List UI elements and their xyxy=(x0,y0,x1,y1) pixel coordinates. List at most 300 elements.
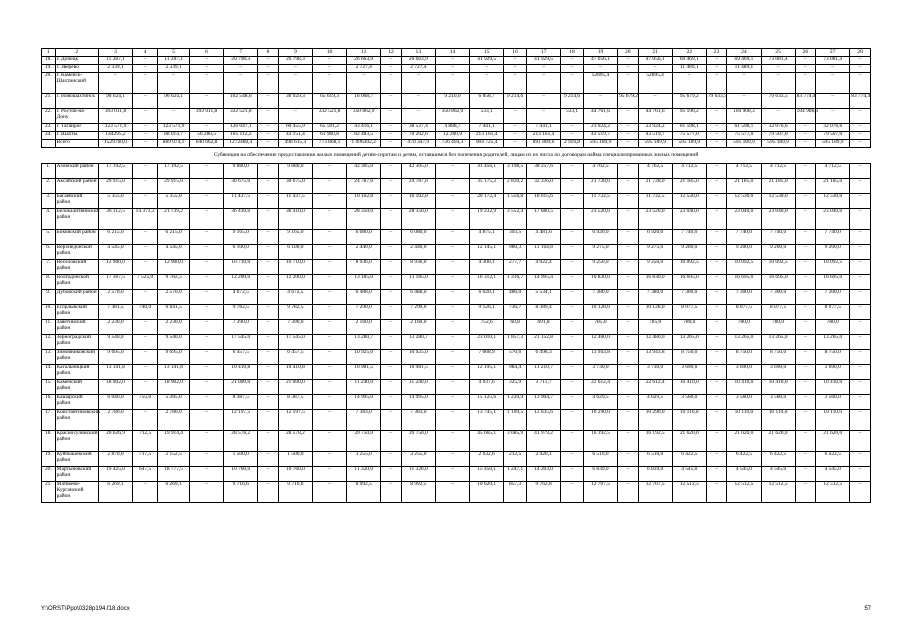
value-cell: – xyxy=(561,260,584,275)
value-cell: 12 530,0 xyxy=(672,194,706,209)
value-cell: 38 257,6 xyxy=(526,164,560,179)
value-cell: 10 925,0 xyxy=(347,350,381,365)
value-cell: – xyxy=(258,124,278,132)
column-number: 16 xyxy=(504,49,527,57)
column-number: 22 xyxy=(672,49,706,57)
value-cell: 4 762,5 xyxy=(583,164,617,179)
value-cell: 21 000,0 xyxy=(224,380,258,395)
value-cell: 42 305,0 xyxy=(347,164,381,179)
value-cell: – xyxy=(470,73,504,94)
value-cell: 393 011,8 xyxy=(98,109,132,124)
value-cell: 6 100,0 xyxy=(278,245,312,260)
value-cell: 6 080,0 xyxy=(347,230,381,245)
total-row xyxy=(42,140,871,148)
value-cell: – xyxy=(795,57,815,65)
value-cell: – xyxy=(526,94,560,109)
column-number: 26 xyxy=(795,49,815,57)
value-cell: 9 880,0 xyxy=(224,164,258,179)
table-row xyxy=(42,320,871,335)
value-cell: 9 165,0 xyxy=(224,230,258,245)
row-number: 11. xyxy=(42,320,56,335)
value-cell: – xyxy=(258,132,278,140)
value-cell: 8 750,0 xyxy=(727,350,761,365)
value-cell: 595 189,9 xyxy=(583,140,617,148)
value-cell: 5 285,0 xyxy=(158,395,190,410)
value-cell: 8 750,0 xyxy=(816,350,850,365)
value-cell: – xyxy=(381,194,401,209)
value-cell: – xyxy=(638,65,672,73)
municipality-name: г. Каменск-Шахтинский xyxy=(55,73,98,94)
value-cell: 1 220,9 xyxy=(504,395,527,410)
value-cell: – xyxy=(190,209,224,230)
table-row xyxy=(42,260,871,275)
value-cell: – xyxy=(795,124,815,132)
value-cell: 533,1 xyxy=(561,109,584,124)
municipality-name: Красносулинский район xyxy=(55,431,98,452)
value-cell: – xyxy=(258,140,278,148)
value-cell: – xyxy=(312,260,346,275)
value-cell: – xyxy=(850,467,871,482)
value-cell: – xyxy=(618,209,638,230)
value-cell: 10 290,0 xyxy=(638,410,672,431)
value-cell: 6 215,0 xyxy=(98,230,132,245)
value-cell: – xyxy=(706,482,726,503)
municipality-name: г. Новошахтинск xyxy=(55,94,98,109)
value-cell: 4 712,5 xyxy=(727,164,761,179)
value-cell: – xyxy=(435,260,469,275)
value-cell: – xyxy=(190,275,224,290)
value-cell: 3 690,0 xyxy=(727,365,761,380)
value-cell: – xyxy=(258,395,278,410)
value-cell: 2 230,0 xyxy=(158,320,190,335)
value-cell: 23 520,0 xyxy=(638,209,672,230)
value-cell: 6 457,5 xyxy=(278,350,312,365)
value-cell: 4 481,6 xyxy=(526,230,560,245)
value-cell: 90 624,1 xyxy=(158,94,190,109)
value-cell: – xyxy=(381,380,401,395)
value-cell: 12 900,0 xyxy=(98,260,132,275)
value-cell: 9 695,0 xyxy=(158,350,190,365)
value-cell: – xyxy=(618,467,638,482)
value-cell: – xyxy=(133,380,158,395)
column-number: 1 xyxy=(42,49,56,57)
row-number: 17. xyxy=(42,410,56,431)
value-cell: – xyxy=(504,109,527,124)
value-cell: 8 387,5 xyxy=(278,395,312,410)
value-cell: 6 920,0 xyxy=(638,230,672,245)
value-cell: – xyxy=(190,350,224,365)
table-row xyxy=(42,209,871,230)
value-cell: 9 200,0 xyxy=(761,245,795,260)
value-cell: – xyxy=(258,350,278,365)
value-cell: – xyxy=(258,194,278,209)
value-cell: – xyxy=(795,73,815,94)
value-cell: 28 350,0 xyxy=(401,209,435,230)
value-cell: 10 710,0 xyxy=(224,260,258,275)
value-cell: 10 410,0 xyxy=(672,380,706,395)
value-cell: – xyxy=(312,395,346,410)
table-row xyxy=(42,335,871,350)
value-cell: 8 992,5 xyxy=(347,482,381,503)
document-page xyxy=(41,48,871,503)
value-cell: – xyxy=(381,305,401,320)
value-cell: – xyxy=(618,305,638,320)
value-cell: 4 712,5 xyxy=(761,164,795,179)
value-cell: – xyxy=(381,350,401,365)
value-cell: – xyxy=(618,260,638,275)
row-number: 14. xyxy=(42,365,56,380)
value-cell: – xyxy=(258,410,278,431)
value-cell: 16 068,7 xyxy=(347,94,381,109)
value-cell: – xyxy=(618,109,638,124)
value-cell: – xyxy=(133,179,158,194)
value-cell: – xyxy=(133,94,158,109)
value-cell: 4 545,0 xyxy=(816,467,850,482)
value-cell: 28 578,2 xyxy=(278,431,312,452)
table-row xyxy=(42,290,871,305)
value-cell: – xyxy=(312,57,346,65)
value-cell: 10 128,0 xyxy=(583,305,617,320)
value-cell: 7 300,0 xyxy=(816,290,850,305)
row-number: 20. xyxy=(42,467,56,482)
value-cell: 595 189,9 xyxy=(761,140,795,148)
value-cell: 79 633,5 xyxy=(761,94,795,109)
value-cell: – xyxy=(435,57,469,65)
column-number: 23 xyxy=(706,49,726,57)
value-cell: 61 598,1 xyxy=(672,124,706,132)
value-cell: 10 410,0 xyxy=(727,380,761,395)
value-cell: 10 102,8 xyxy=(401,194,435,209)
value-cell: 43 519,7 xyxy=(638,132,672,140)
value-cell: 21 620,0 xyxy=(761,431,795,452)
value-cell: 780,0 xyxy=(727,320,761,335)
value-cell: 39 750,0 xyxy=(401,431,435,452)
value-cell: 9 275,0 xyxy=(583,245,617,260)
value-cell: 7 380,0 xyxy=(638,290,672,305)
value-cell: 8 077,5 xyxy=(761,305,795,320)
value-cell: 1 096302,2 xyxy=(347,140,381,148)
value-cell: – xyxy=(190,124,224,132)
value-cell: – xyxy=(381,467,401,482)
municipality-name: Константиновский район xyxy=(55,410,98,431)
value-cell: 4 022,4 xyxy=(526,260,560,275)
value-cell: – xyxy=(133,109,158,124)
value-cell: 3 255,0 xyxy=(347,452,381,467)
value-cell: 9 275,0 xyxy=(638,245,672,260)
value-cell: – xyxy=(850,109,871,124)
column-number: 8 xyxy=(258,49,278,57)
value-cell: 13 280,7 xyxy=(401,335,435,350)
value-cell: – xyxy=(795,140,815,148)
value-cell: 12 530,0 xyxy=(761,194,795,209)
value-cell: 6 422,5 xyxy=(816,452,850,467)
value-cell: – xyxy=(133,320,158,335)
value-cell: – xyxy=(258,73,278,94)
value-cell: 10 128,0 xyxy=(638,305,672,320)
value-cell: 14 203,0 xyxy=(526,467,560,482)
value-cell: – xyxy=(706,365,726,380)
value-cell: 12 512,5 xyxy=(761,482,795,503)
value-cell: 6 510,0 xyxy=(638,452,672,467)
value-cell: 83 774,4 xyxy=(795,94,815,109)
value-cell: – xyxy=(133,290,158,305)
value-cell: – xyxy=(435,179,469,194)
value-cell: 12 480,0 xyxy=(583,335,617,350)
value-cell: – xyxy=(224,65,258,73)
value-cell: – xyxy=(133,365,158,380)
value-cell: – xyxy=(706,179,726,194)
value-cell: – xyxy=(618,164,638,179)
value-cell: – xyxy=(618,410,638,431)
value-cell: 70 202,6 xyxy=(401,132,435,140)
value-cell: – xyxy=(435,209,469,230)
value-cell: 2 339,1 xyxy=(158,65,190,73)
value-cell: 23 040,0 xyxy=(727,209,761,230)
value-cell: – xyxy=(850,395,871,410)
value-cell: – xyxy=(816,109,850,124)
value-cell: – xyxy=(190,164,224,179)
value-cell: – xyxy=(583,94,617,109)
value-cell: – xyxy=(504,140,527,148)
value-cell: – xyxy=(133,482,158,503)
value-cell: 773 868,1 xyxy=(312,140,346,148)
value-cell: – xyxy=(561,275,584,290)
footer-file-path: Y:\ORST\Ppo\0328p194.f18.docx xyxy=(41,606,130,612)
value-cell: 8 389,4 xyxy=(526,305,560,320)
value-cell: – xyxy=(583,65,617,73)
value-cell: 717,5 xyxy=(133,452,158,467)
value-cell: – xyxy=(850,65,871,73)
table-row xyxy=(42,73,871,94)
value-cell: – xyxy=(795,467,815,482)
value-cell: 10 925,0 xyxy=(401,350,435,365)
value-cell: 105 112,2 xyxy=(224,132,258,140)
value-cell: 61 960,8 xyxy=(312,132,346,140)
value-cell: 780,0 xyxy=(761,320,795,335)
value-cell: – xyxy=(561,230,584,245)
value-cell: 6 422,5 xyxy=(761,452,795,467)
value-cell: 12 512,5 xyxy=(672,482,706,503)
value-cell: – xyxy=(618,140,638,148)
value-cell: 13 141,8 xyxy=(158,365,190,380)
value-cell: – xyxy=(435,65,469,73)
value-cell: – xyxy=(190,260,224,275)
value-cell: – xyxy=(706,410,726,431)
value-cell: – xyxy=(706,290,726,305)
value-cell: 8 077,5 xyxy=(816,305,850,320)
value-cell: 2 440,0 xyxy=(401,245,435,260)
value-cell: 13 745,1 xyxy=(470,410,504,431)
value-cell: 11 240,0 xyxy=(401,380,435,395)
value-cell: 213 161,4 xyxy=(470,132,504,140)
value-cell: 7 390,0 xyxy=(278,320,312,335)
value-cell: 95 679,2 xyxy=(618,94,638,109)
value-cell: 5 355,0 xyxy=(98,194,132,209)
value-cell: – xyxy=(312,380,346,395)
value-cell: 16 695,0 xyxy=(727,275,761,290)
value-cell: – xyxy=(190,395,224,410)
row-number: 21. xyxy=(42,94,56,109)
value-cell: 11 210,7 xyxy=(526,365,560,380)
value-cell: – xyxy=(381,320,401,335)
value-cell: – xyxy=(795,290,815,305)
value-cell: 8 992,5 xyxy=(401,482,435,503)
row-number: 21. xyxy=(42,482,56,503)
value-cell: 12 145,1 xyxy=(470,245,504,260)
value-cell: 12 707,5 xyxy=(583,482,617,503)
value-cell: – xyxy=(133,410,158,431)
value-cell: – xyxy=(381,482,401,503)
municipality-name: г. Ростов-на-Дону xyxy=(55,109,98,124)
value-cell: – xyxy=(381,57,401,65)
value-cell: 36 112,5 xyxy=(98,209,132,230)
value-cell: – xyxy=(618,335,638,350)
value-cell: 3 690,0 xyxy=(672,365,706,380)
value-cell: 213 161,4 xyxy=(526,132,560,140)
value-cell: 19 425,0 xyxy=(98,467,132,482)
value-cell: 104 908,3 xyxy=(795,109,815,124)
value-cell: – xyxy=(761,73,795,94)
value-cell: 4 672,5 xyxy=(278,290,312,305)
value-cell: – xyxy=(561,431,584,452)
value-cell: – xyxy=(381,275,401,290)
row-number: 23. xyxy=(42,124,56,132)
value-cell: 1 109,5 xyxy=(504,410,527,431)
value-cell: 10 981,5 xyxy=(401,365,435,380)
value-cell: 10 092,5 xyxy=(816,260,850,275)
value-cell: 6 080,0 xyxy=(401,230,435,245)
row-number: 12. xyxy=(42,335,56,350)
value-cell: 17 192,5 xyxy=(98,164,132,179)
value-cell: 21 620,0 xyxy=(816,431,850,452)
value-cell: 12 480,0 xyxy=(638,335,672,350)
value-cell: 12 195,1 xyxy=(470,365,504,380)
municipality-name: Кагальницкий район xyxy=(55,365,98,380)
value-cell: – xyxy=(561,482,584,503)
value-cell: 6 488,0 xyxy=(401,290,435,305)
row-number: 18. xyxy=(42,431,56,452)
row-number: 19. xyxy=(42,452,56,467)
value-cell: 2 727,4 xyxy=(347,65,381,73)
value-cell: 1529760,0 xyxy=(98,140,132,148)
value-cell: 2 780,0 xyxy=(158,410,190,431)
value-cell: 7 300,0 xyxy=(727,290,761,305)
row-number: 13. xyxy=(42,350,56,365)
value-cell: 14 373,3 xyxy=(133,209,158,230)
value-cell: 889 074,1 xyxy=(158,140,190,148)
value-cell: 7 441,1 xyxy=(470,124,504,132)
value-cell: – xyxy=(850,209,871,230)
value-cell: 23 040,0 xyxy=(672,209,706,230)
value-cell: – xyxy=(561,65,584,73)
value-cell: 75 577,0 xyxy=(727,132,761,140)
row-number: 16. xyxy=(42,395,56,410)
value-cell: 20 798,3 xyxy=(278,57,312,65)
value-cell: 7 525,0 xyxy=(133,275,158,290)
value-cell: – xyxy=(158,109,190,124)
value-cell: 9 782,5 xyxy=(224,305,258,320)
value-cell: – xyxy=(278,65,312,73)
value-cell: 7 300,0 xyxy=(761,290,795,305)
value-cell: 2 152,5 xyxy=(158,452,190,467)
value-cell: 44 761,6 xyxy=(583,109,617,124)
value-cell: 3 198,5 xyxy=(504,164,527,179)
value-cell: 1 500,0 xyxy=(278,452,312,467)
column-number: 19 xyxy=(583,49,617,57)
value-cell: 13 265,0 xyxy=(727,335,761,350)
value-cell: 36 929,3 xyxy=(278,94,312,109)
value-cell: – xyxy=(618,275,638,290)
value-cell: 11 320,0 xyxy=(401,467,435,482)
value-cell: 12 197,5 xyxy=(224,410,258,431)
value-cell: – xyxy=(435,431,469,452)
municipality-name: г. Зверево xyxy=(55,65,98,73)
value-cell: – xyxy=(258,164,278,179)
value-cell: 9 200,0 xyxy=(727,245,761,260)
value-cell: 19 914,4 xyxy=(158,431,190,452)
value-cell: – xyxy=(850,482,871,503)
municipality-name: Мартыновский район xyxy=(55,467,98,482)
value-cell: 11 489,1 xyxy=(727,65,761,73)
value-cell: – xyxy=(706,109,726,124)
value-cell: – xyxy=(381,140,401,148)
value-cell: – xyxy=(561,57,584,65)
value-cell: 15 125,6 xyxy=(470,395,504,410)
table-row xyxy=(42,94,871,109)
value-cell: 10 110,0 xyxy=(816,410,850,431)
value-cell: – xyxy=(850,194,871,209)
value-cell: 9 540,0 xyxy=(158,335,190,350)
value-cell: 647,5 xyxy=(133,467,158,482)
value-cell: 102 548,6 xyxy=(224,94,258,109)
value-cell: – xyxy=(381,395,401,410)
value-cell: 11 164,8 xyxy=(526,245,560,260)
value-cell: – xyxy=(618,365,638,380)
value-cell: 595 189,9 xyxy=(638,140,672,148)
value-cell: 1 247,1 xyxy=(504,467,527,482)
value-cell: 69 469,1 xyxy=(672,57,706,65)
value-cell: – xyxy=(504,57,527,65)
value-cell: – xyxy=(258,290,278,305)
value-cell: 10 092,5 xyxy=(727,260,761,275)
value-cell: 13 265,0 xyxy=(672,335,706,350)
value-cell: – xyxy=(795,320,815,335)
value-cell: – xyxy=(706,260,726,275)
value-cell: – xyxy=(850,410,871,431)
value-cell: 10 410,8 xyxy=(278,365,312,380)
value-cell: 21 152,8 xyxy=(526,335,560,350)
value-cell: – xyxy=(258,245,278,260)
value-cell: 21 185,0 xyxy=(672,179,706,194)
value-cell: 41 929,5 xyxy=(470,57,504,65)
value-cell: – xyxy=(795,305,815,320)
value-cell: 23 924,2 xyxy=(638,124,672,132)
value-cell: 95 196,2 xyxy=(672,109,706,124)
value-cell: 2 916,8 xyxy=(561,140,584,148)
value-cell: 123 571,9 xyxy=(98,124,132,132)
value-cell: – xyxy=(435,275,469,290)
row-number: 8. xyxy=(42,275,56,290)
value-cell: – xyxy=(618,431,638,452)
table-row xyxy=(42,245,871,260)
value-cell: – xyxy=(470,65,504,73)
value-cell: – xyxy=(618,179,638,194)
value-cell: 6 488,0 xyxy=(347,290,381,305)
value-cell: 123 571,9 xyxy=(158,124,190,132)
value-cell: – xyxy=(133,194,158,209)
value-cell: 4 762,5 xyxy=(638,164,672,179)
value-cell: – xyxy=(190,73,224,94)
